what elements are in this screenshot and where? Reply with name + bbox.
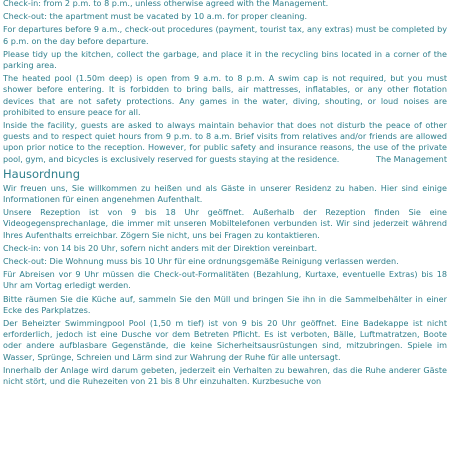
german-section-heading: Hausordnung [3, 166, 81, 181]
english-checkout-paragraph: Check-out: the apartment must be vacated by 10 a.m. for proper cleaning. [3, 11, 308, 22]
english-facility-paragraph [3, 120, 447, 165]
german-early-departure-paragraph: Für Abreisen vor 9 Uhr müssen die Check-out-Formalitäten (Bezahlung, Kurtaxe, eventuelle Extras) bis 18 Uhr am Vortag erledigt werden. [3, 269, 447, 291]
english-checkin-paragraph: Check-in: from 2 p.m. to 8 p.m., unless otherwise agreed with the Management. [3, 0, 329, 8]
german-facility-paragraph: Innerhalb der Anlage wird darum gebeten, jederzeit ein Verhalten zu bewahren, das die Ruhe anderer Gäste nicht stört, und die Ruhezeiten von 21 bis 8 Uhr einzuhalten. Kurzbesuche von [3, 364, 447, 387]
english-pool-paragraph: The heated pool (1.50m deep) is open from 9 a.m. to 8 p.m. A swim cap is not required, but you must shower before entering. It is forbidden to bring balls, air mattresses, inflatables, or any other flotation devices that are not safety protections. Any games in the water, diving, shouting, or loud noises are prohibited to ensure peace for all. [3, 73, 447, 117]
english-early-departure-paragraph: For departures before 9 a.m., check-out procedures (payment, tourist tax, any extras) must be completed by 6 p.m. on the day before departure. [3, 24, 447, 46]
german-checkin-paragraph: Check-in: von 14 bis 20 Uhr, sofern nicht anders mit der Direktion vereinbart. [3, 242, 318, 253]
german-reception-paragraph: Unsere Rezeption ist von 9 bis 18 Uhr geöffnet. Außerhalb der Rezeption finden Sie eine Videogegensprechanlage, die immer mit unseren Mobiltelefonen verbunden ist. Wir sind jederzeit während Ihres Aufenthalts erreichbar. Zögern Sie nicht, uns bei Fragen zu kontaktieren. [3, 207, 447, 240]
management-signature: The Management [376, 153, 447, 164]
german-checkout-paragraph: Check-out: Die Wohnung muss bis 10 Uhr für eine ordnungsgemäße Reinigung verlassen werden. [3, 256, 399, 267]
english-kitchen-paragraph: Please tidy up the kitchen, collect the garbage, and place it in the recycling bins located in a corner of the parking area. [3, 48, 447, 71]
german-welcome-paragraph: Wir freuen uns, Sie willkommen zu heißen und als Gäste in unserer Residenz zu haben. Hier sind einige Informationen für einen angenehmen Aufenthalt. [3, 182, 447, 205]
english-facility-text: Inside the facility, guests are asked to always maintain behavior that does not disturb the peace of other guests and to respect quiet hours from 9 p.m. to 8 a.m. Brief visits from relatives and/or friends are allowed upon prior notice to the reception. However, for public safety and insurance reasons, the use of the private pool, gym, and bicycles is exclusively reserved for guests staying at the residence. [3, 120, 447, 164]
german-pool-paragraph: Der Beheizter Swimmingpool Pool (1,50 m tief) ist von 9 bis 20 Uhr geöffnet. Eine Badekappe ist nicht erforderlich, jedoch ist eine Dusche vor dem Betreten Pflicht. Es ist verboten, Bälle, Luftmatratzen, Boote oder andere aufblasbare Gegenstände, die keine Sicherheitsausrüstungen sind, mitzubringen. Spiele im Wasser, Sprünge, Schreien und Lärm sind zur Wahrung der Ruhe für alle untersagt. [3, 318, 447, 362]
house-rules-document [3, 0, 447, 389]
german-kitchen-paragraph: Bitte räumen Sie die Küche auf, sammeln Sie den Müll und bringen Sie ihn in die Sammelbehälter in einer Ecke des Parkplatzes. [3, 293, 447, 315]
